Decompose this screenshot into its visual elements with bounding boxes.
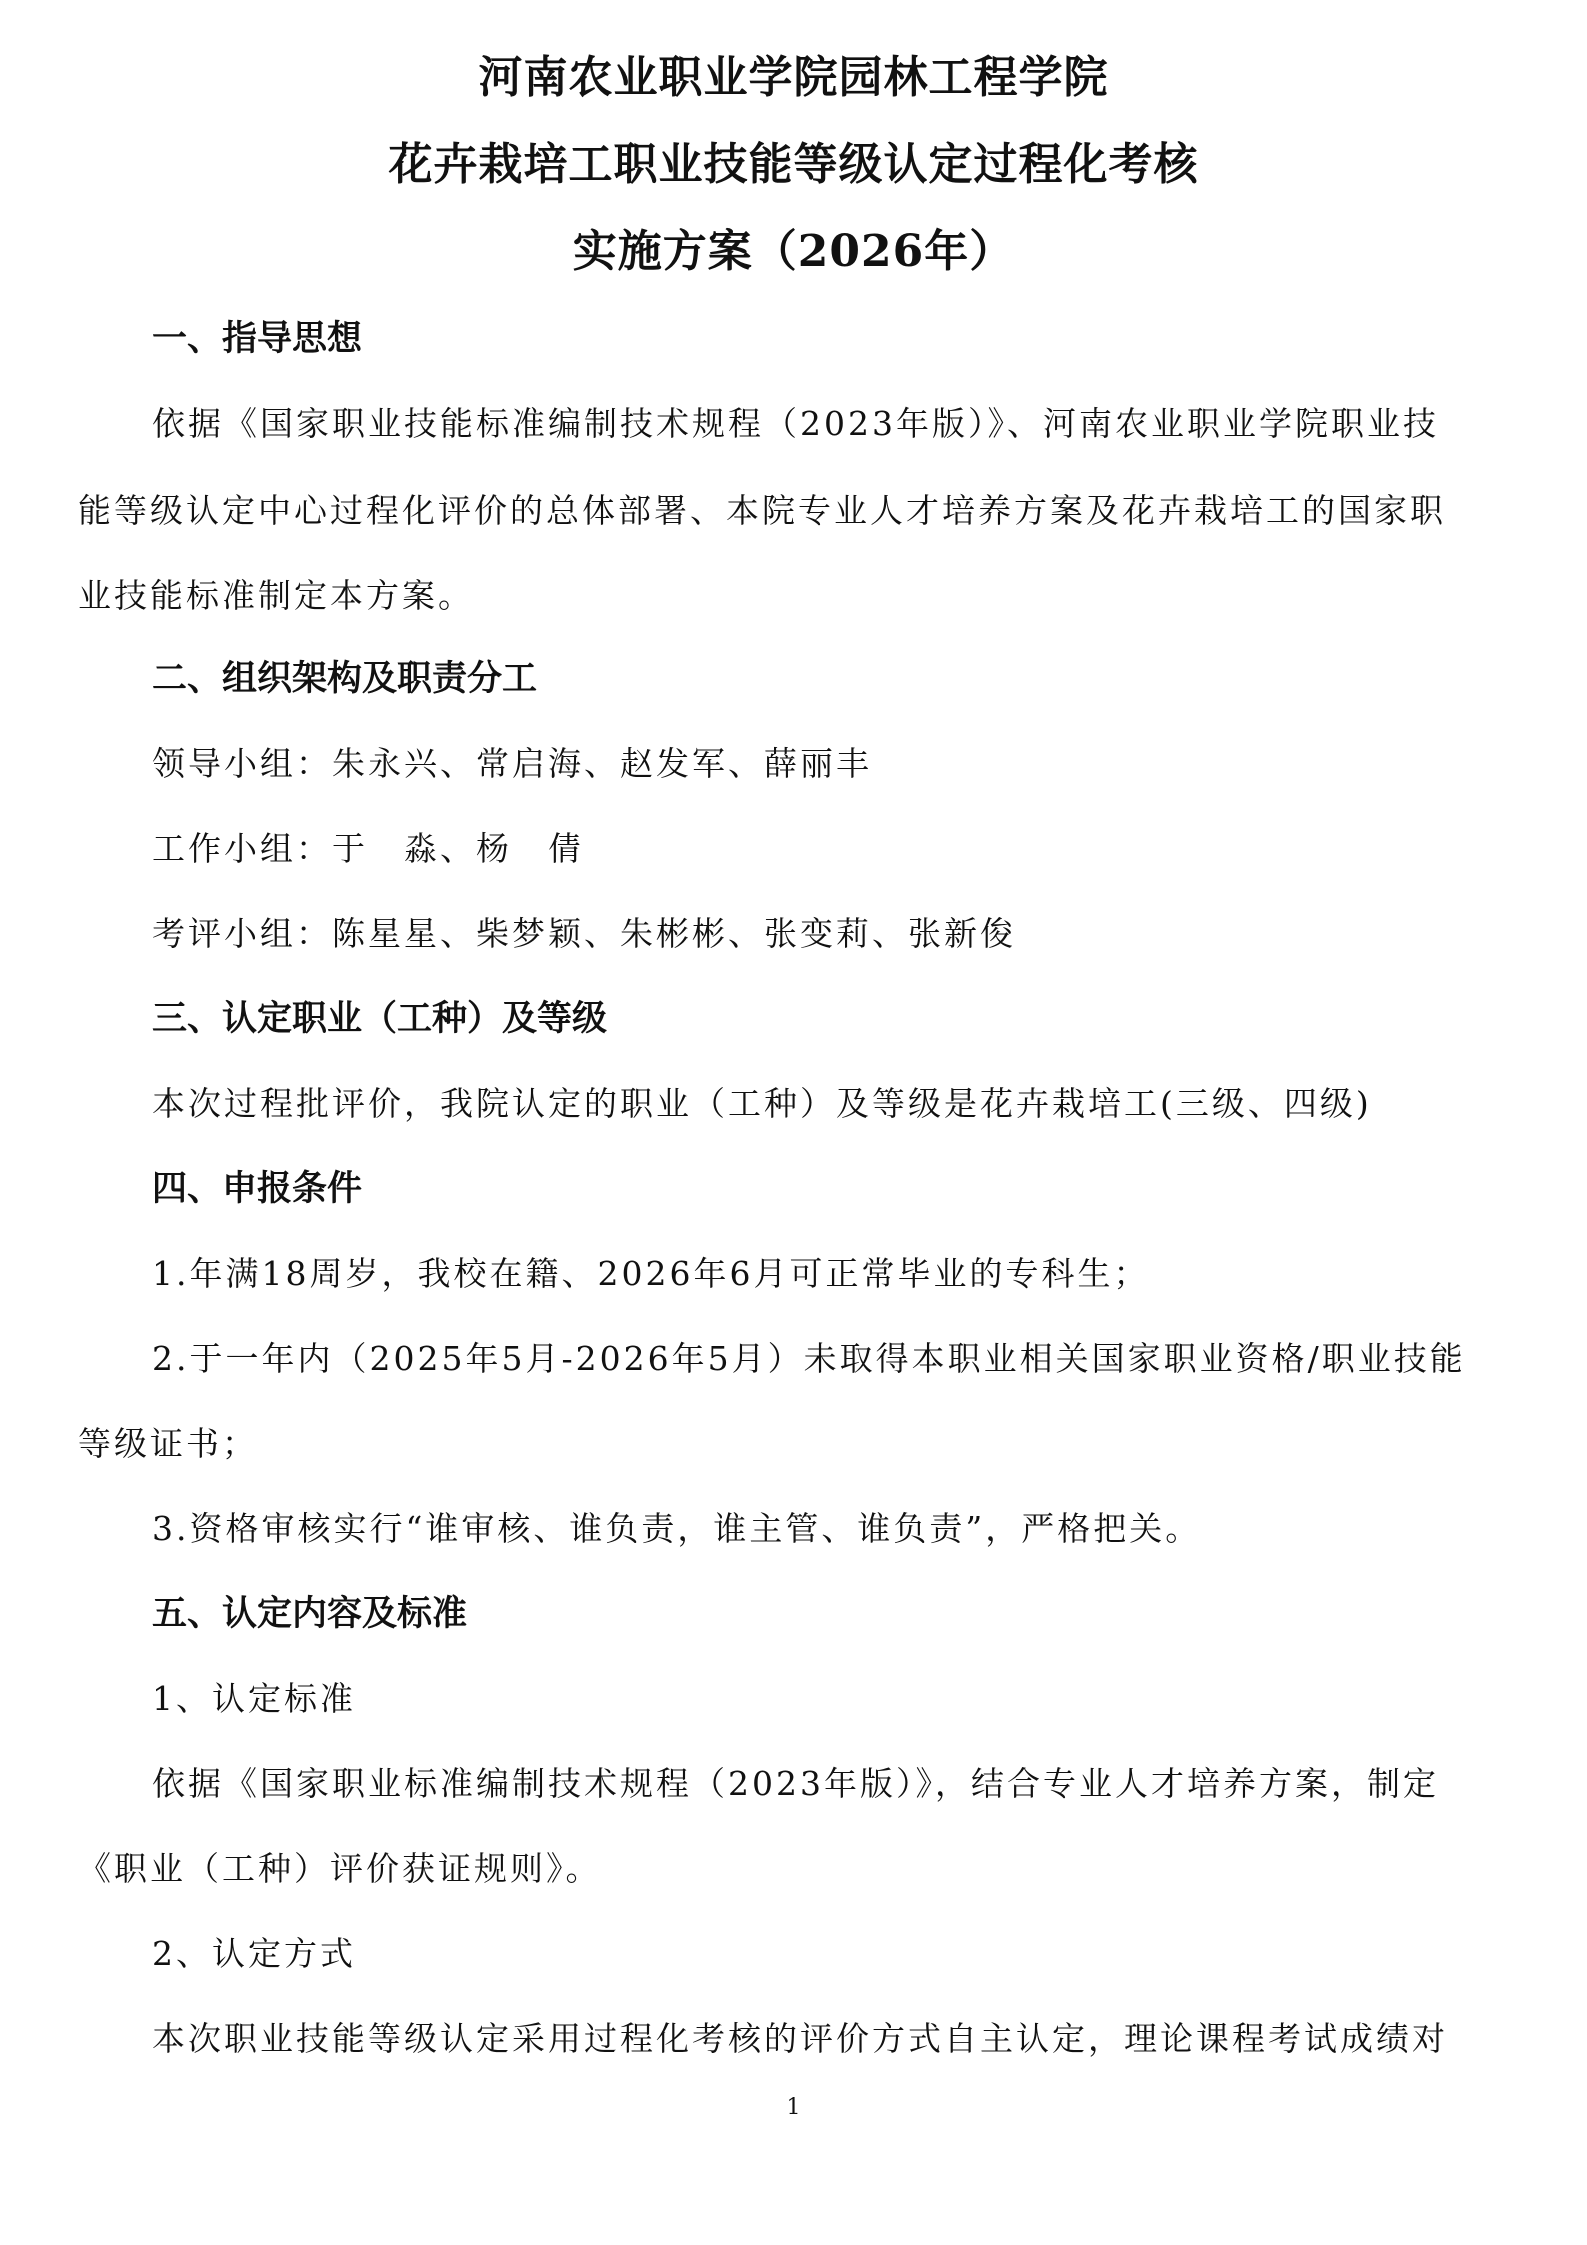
section-5-heading: 五、认定内容及标准: [152, 1594, 468, 1634]
document-title-line-1: 河南农业职业学院园林工程学院: [478, 52, 1109, 103]
leadership-group-line: 领导小组：朱永兴、常启海、赵发军、薛丽丰: [152, 744, 872, 783]
section-1-paragraph-line-2: 能等级认定中心过程化评价的总体部署、本院专业人才培养方案及花卉栽培工的国家职: [78, 491, 1446, 530]
condition-item-2-line-2: 等级证书；: [78, 1424, 258, 1463]
section-1-paragraph-line-3: 业技能标准制定本方案。: [78, 576, 474, 615]
section-2-heading: 二、组织架构及职责分工: [152, 659, 538, 699]
section-3-paragraph: 本次过程批评价，我院认定的职业（工种）及等级是花卉栽培工(三级、四级): [152, 1084, 1372, 1123]
section-3-heading: 三、认定职业（工种）及等级: [152, 999, 608, 1039]
condition-item-3: 3.资格审核实行“谁审核、谁负责，谁主管、谁负责”，严格把关。: [152, 1509, 1202, 1548]
subsection-2-paragraph-line-1: 本次职业技能等级认定采用过程化考核的评价方式自主认定，理论课程考试成绩对: [152, 2019, 1448, 2058]
condition-item-1: 1.年满18周岁，我校在籍、2026年6月可正常毕业的专科生；: [152, 1254, 1150, 1293]
condition-item-2-line-1: 2.于一年内（2025年5月-2026年5月）未取得本职业相关国家职业资格/职业技能: [152, 1339, 1466, 1378]
subsection-1-paragraph-line-1: 依据《国家职业标准编制技术规程（2023年版）》，结合专业人才培养方案，制定: [152, 1764, 1439, 1803]
document-title-line-2: 花卉栽培工职业技能等级认定过程化考核: [388, 139, 1199, 190]
section-1-heading: 一、指导思想: [152, 319, 363, 359]
subsection-2-heading: 2、认定方式: [152, 1934, 356, 1973]
work-group-line: 工作小组：于 淼、杨 倩: [152, 829, 584, 868]
section-1-paragraph-line-1: 依据《国家职业技能标准编制技术规程（2023年版）》、河南农业职业学院职业技: [152, 404, 1439, 443]
evaluation-group-line: 考评小组：陈星星、柴梦颖、朱彬彬、张变莉、张新俊: [152, 914, 1016, 953]
subsection-1-paragraph-line-2: 《职业（工种）评价获证规则》。: [78, 1849, 602, 1888]
section-4-heading: 四、申报条件: [152, 1169, 363, 1209]
document-title-line-3: 实施方案（2026年）: [572, 226, 1015, 277]
subsection-1-heading: 1、认定标准: [152, 1679, 356, 1718]
page-number: 1: [786, 2095, 801, 2120]
